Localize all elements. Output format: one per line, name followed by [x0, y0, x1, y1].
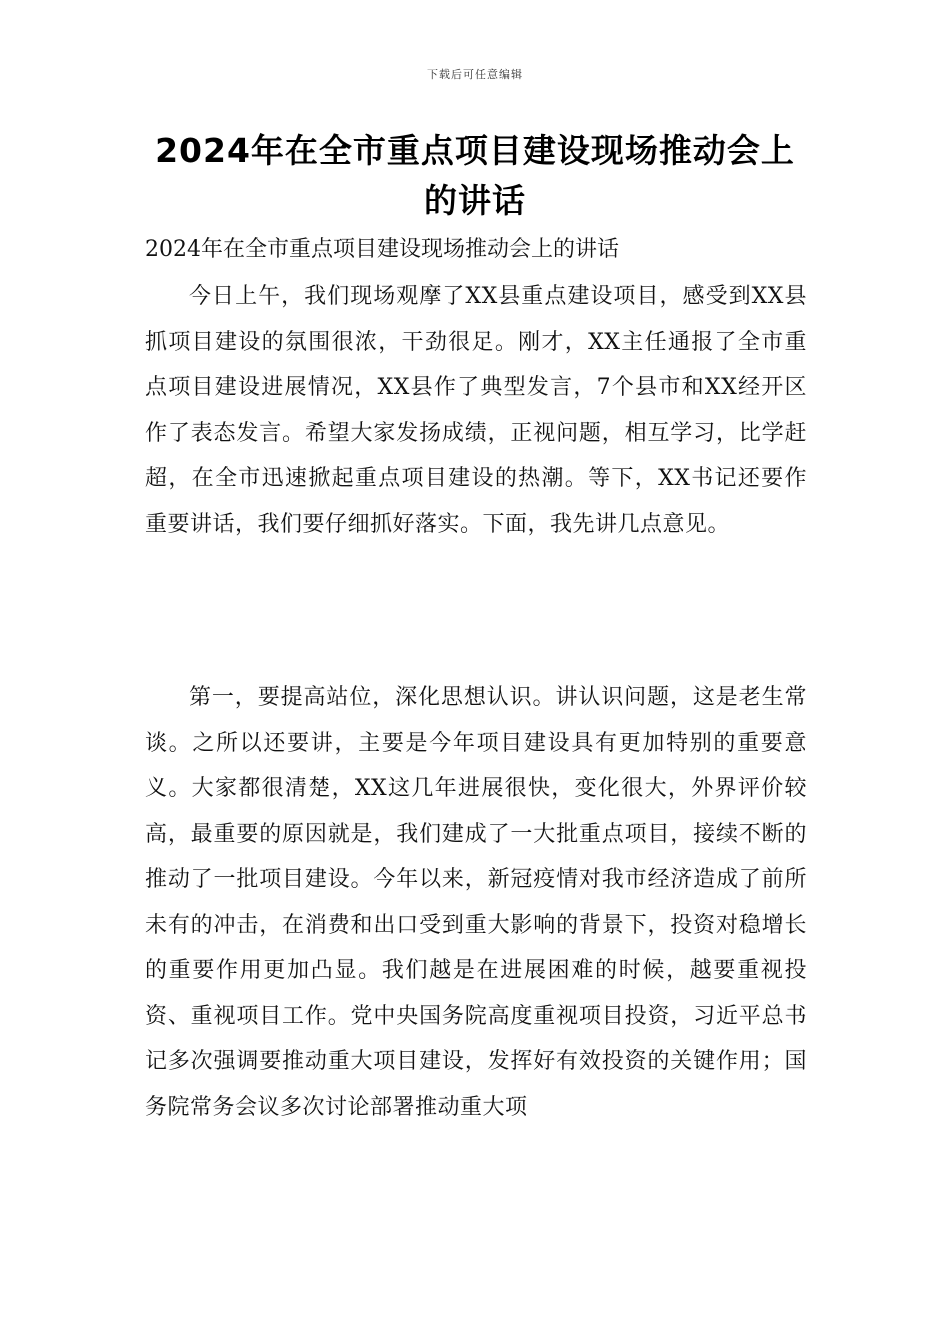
document-subtitle: 2024年在全市重点项目建设现场推动会上的讲话 [145, 237, 619, 262]
paragraph-intro: 今日上午，我们现场观摩了XX县重点建设项目，感受到XX县抓项目建设的氛围很浓，干劲很足。刚才，XX主任通报了全市重点项目建设进展情况，XX县作了典型发言，7个县市和XX经开区作了表态发言。希望大家发扬成绩，正视问题，相互学习，比学赶超，在全市迅速掀起重点项目建设的热潮。等下，XX书记还要作重要讲话，我们要仔细抓好落实。下面，我先讲几点意见。 [145, 284, 807, 537]
document-title: 2024年在全市重点项目建设现场推动会上的讲话 [155, 131, 795, 220]
paragraph-first-point: 第一，要提高站位，深化思想认识。讲认识问题，这是老生常谈。之所以还要讲，主要是今年项目建设具有更加特别的重要意义。大家都很清楚，XX这几年进展很快，变化很大，外界评价较高，最重要的原因就是，我们建成了一大批重点项目，接续不断的推动了一批项目建设。今年以来，新冠疫情对我市经济造成了前所未有的冲击，在消费和出口受到重大影响的背景下，投资对稳增长的重要作用更加凸显。我们越是在进展困难的时候，越要重视投资、重视项目工作。党中央国务院高度重视项目投资，习近平总书记多次强调要推动重大项目建设，发挥好有效投资的关键作用；国务院常务会议多次讨论部署推动重大项 [145, 685, 807, 1120]
header-note: 下载后可任意编辑 [427, 68, 523, 81]
